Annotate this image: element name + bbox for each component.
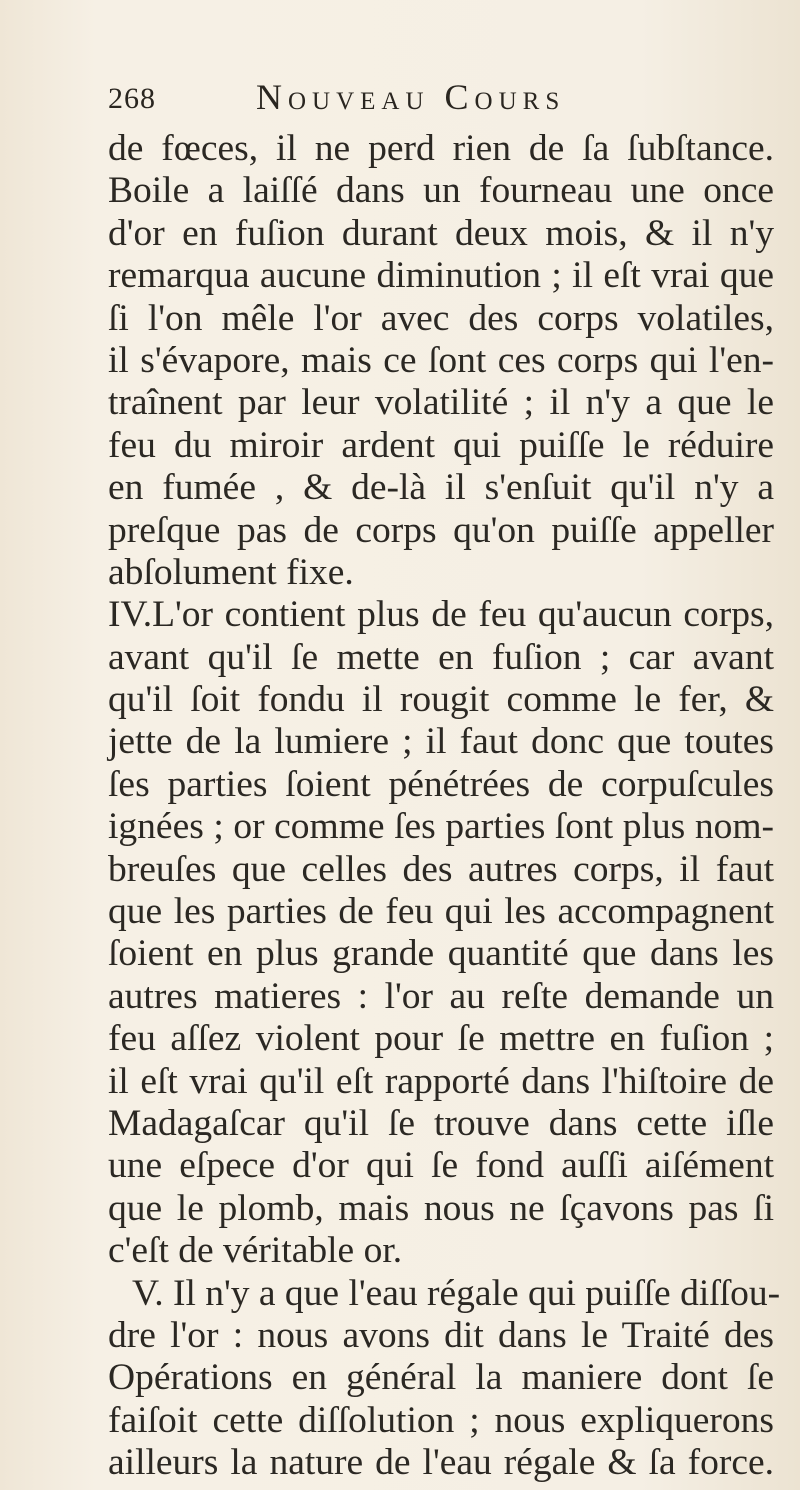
page-number: 268	[108, 82, 156, 115]
text-line: jette de la lumiere ; il faut donc que toutes	[108, 721, 774, 763]
text-line: traînent par leur volatilité ; il n'y a que le	[108, 382, 774, 424]
text-line: breuſes que celles des autres corps, il faut	[108, 848, 774, 890]
text-line: Boile a laiſſé dans un fourneau une once	[108, 170, 774, 212]
body-text	[108, 128, 781, 1485]
page-header	[108, 76, 768, 126]
text-line: feu du miroir ardent qui puiſſe le réduire	[108, 424, 774, 466]
text-line: ſi l'on mêle l'or avec des corps volatiles,	[108, 297, 774, 339]
text-line: ſoient en plus grande quantité que dans les	[108, 933, 774, 975]
text-line: d'or en fuſion durant deux mois, & il n'y	[108, 212, 774, 254]
text-line: remarqua aucune diminution ; il eſt vrai que	[108, 255, 774, 297]
text-line: ailleurs la nature de l'eau régale & ſa force.	[108, 1442, 774, 1484]
text-line: de fœces, il ne perd rien de ſa ſubſtance.	[108, 128, 774, 169]
text-line: c'eſt de véritable or.	[108, 1230, 403, 1272]
running-title: Nouveau Cours	[256, 77, 566, 117]
text-line: autres matieres : l'or au reſte demande un	[108, 975, 774, 1017]
text-line: preſque pas de corps qu'on puiſſe appeller	[108, 509, 774, 551]
text-line: abſolument fixe.	[108, 551, 354, 593]
text-line: avant qu'il ſe mette en fuſion ; car avant	[108, 636, 774, 678]
text-line: en fumée , & de-là il s'enſuit qu'il n'y a	[108, 467, 774, 509]
text-line: dre l'or : nous avons dit dans le Traité des	[108, 1314, 774, 1356]
text-line: il eſt vrai qu'il eſt rapporté dans l'hiſtoire de	[108, 1060, 774, 1102]
text-line: feu aſſez violent pour ſe mettre en fuſion ;	[108, 1018, 774, 1060]
text-line: IV.L'or contient plus de feu qu'aucun corps,	[108, 594, 774, 636]
text-line: que le plomb, mais nous ne ſçavons pas ſi	[108, 1187, 774, 1229]
text-line: ſes parties ſoient pénétrées de corpuſcules	[108, 763, 774, 805]
text-line: que les parties de feu qui les accompagnent	[108, 891, 774, 933]
text-line: qu'il ſoit fondu il rougit comme le fer, &	[108, 679, 774, 721]
text-line: il s'évapore, mais ce ſont ces corps qui l'en-	[108, 339, 774, 381]
text-line: Opérations en général la maniere dont ſe	[108, 1357, 774, 1399]
text-line: une eſpece d'or qui ſe fond auſſi aiſément	[108, 1145, 774, 1187]
text-line: ignées ; or comme ſes parties ſont plus nom-	[108, 806, 774, 848]
text-line: faiſoit cette diſſolution ; nous expliquerons	[108, 1399, 774, 1441]
text-line: V. Il n'y a que l'eau régale qui puiſſe diſſou-	[132, 1272, 781, 1314]
text-line: Madagaſcar qu'il ſe trouve dans cette iſle	[108, 1102, 774, 1144]
